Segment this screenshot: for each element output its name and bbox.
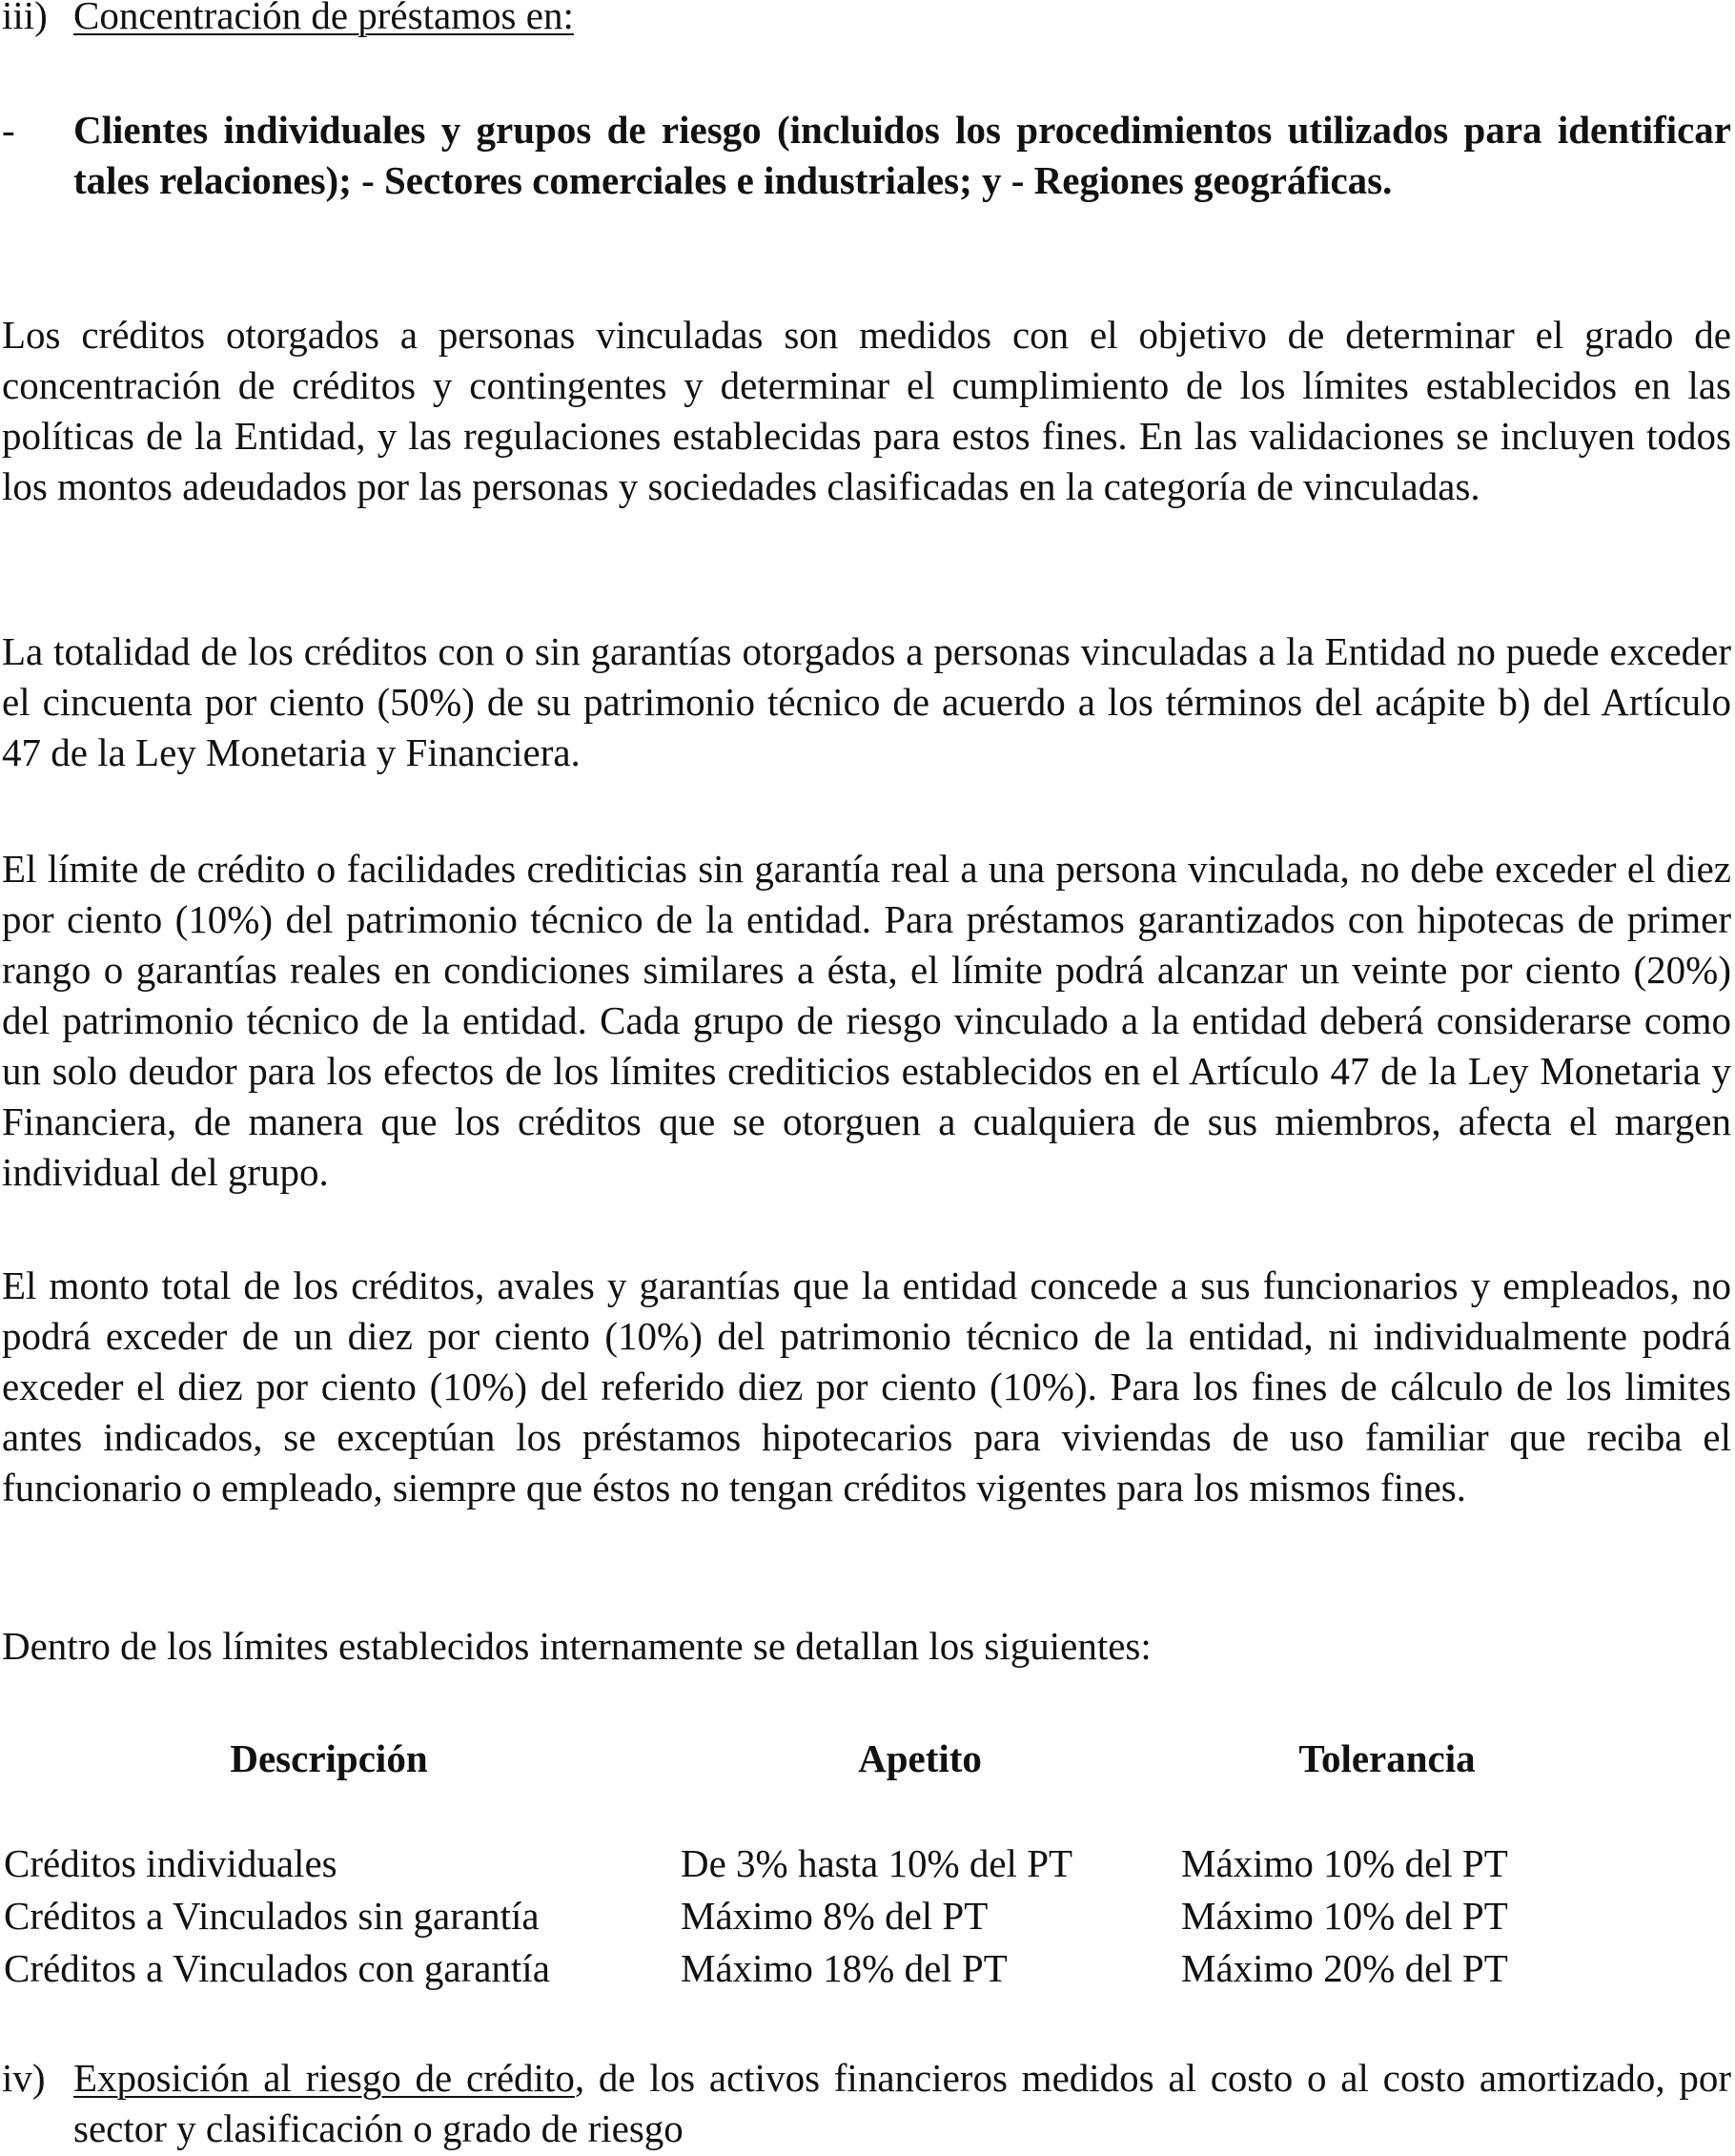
- table-row: [4, 1838, 1733, 1891]
- paragraph-related-credits: Los créditos otorgados a personas vinculadas son medidos con el objetivo de determinar el grado de concentración de créditos y contingentes y determinar el cumplimiento de los límites establecidos en las políticas de la Entidad, y las regulaciones establecidas para estos fines. En las validaciones se incluyen todos los montos adeudados por las personas y sociedades clasificadas en la categoría de vinculadas.: [2, 313, 1731, 508]
- table-header-appetite: Apetito: [858, 1736, 982, 1780]
- section-iv-heading: [2, 2053, 1731, 2154]
- cell-description: Créditos a Vinculados sin garantía: [4, 1894, 540, 1938]
- section-iii-title: Concentración de préstamos en:: [73, 0, 574, 37]
- table-row: [4, 1943, 1733, 1996]
- cell-description: Créditos individuales: [4, 1841, 337, 1885]
- bullet-dash: -: [2, 108, 15, 152]
- paragraph-internal-limits: Dentro de los límites establecidos internamente se detallan los siguientes:: [2, 1624, 1152, 1668]
- paragraph-total-limit: La totalidad de los créditos con o sin garantías otorgados a personas vinculadas a la Entidad no puede exceder el cincuenta por ciento (50%) de su patrimonio técnico de acuerdo a los términos del acápite b) del Artículo 47 de la Ley Monetaria y Financiera.: [2, 629, 1731, 774]
- cell-description: Créditos a Vinculados con garantía: [4, 1946, 550, 1990]
- cell-appetite: Máximo 18% del PT: [681, 1946, 1008, 1990]
- section-iii-heading: [2, 0, 1731, 41]
- cell-tolerance: Máximo 10% del PT: [1181, 1894, 1508, 1938]
- table-header-description: Descripción: [230, 1736, 428, 1780]
- section-iv-title: Exposición al riesgo de crédito: [73, 2056, 575, 2100]
- section-iv-number: iv): [2, 2056, 46, 2100]
- cell-tolerance: Máximo 10% del PT: [1181, 1841, 1508, 1885]
- cell-tolerance: Máximo 20% del PT: [1181, 1946, 1508, 1990]
- bullet-item: [2, 105, 1731, 206]
- bullet-text: Clientes individuales y grupos de riesgo (incluidos los procedimientos utilizados para identificar tales relaciones); - Sectores comerciales e industriales; y - Regiones geográficas.: [73, 108, 1731, 202]
- paragraph-credit-limit: El límite de crédito o facilidades crediticias sin garantía real a una persona vinculada, no debe exceder el diez por ciento (10%) del patrimonio técnico de la entidad. Para préstamos garantizados con hipotecas de primer rango o garantías reales en condiciones similares a ésta, el límite podrá alcanzar un veinte por ciento (20%) del patrimonio técnico de la entidad. Cada grupo de riesgo vinculado a la entidad deberá considerarse como un solo deudor para los efectos de los límites crediticios establecidos en el Artículo 47 de la Ley Monetaria y Financiera, de manera que los créditos que se otorguen a cualquiera de sus miembros, afecta el margen individual del grupo.: [2, 847, 1731, 1194]
- section-iv-text: , de los activos financieros medidos al costo o al costo amortizado, por sector y clasificación o grado de riesgo: [73, 2056, 1732, 2150]
- paragraph-employees-limit: El monto total de los créditos, avales y garantías que la entidad concede a sus funcionarios y empleados, no podrá exceder de un diez por ciento (10%) del patrimonio técnico de la entidad, ni individualmente podrá exceder el diez por ciento (10%) del referido diez por ciento (10%). Para los fines de cálculo de los limites antes indicados, se exceptúan los préstamos hipotecarios para viviendas de uso familiar que reciba el funcionario o empleado, siempre que éstos no tengan créditos vigentes para los mismos fines.: [2, 1263, 1731, 1509]
- table-header-tolerance: Tolerancia: [1298, 1736, 1476, 1780]
- section-iii-number: iii): [2, 0, 48, 37]
- cell-appetite: De 3% hasta 10% del PT: [681, 1841, 1073, 1885]
- table-row: [4, 1891, 1733, 1943]
- cell-appetite: Máximo 8% del PT: [681, 1894, 989, 1938]
